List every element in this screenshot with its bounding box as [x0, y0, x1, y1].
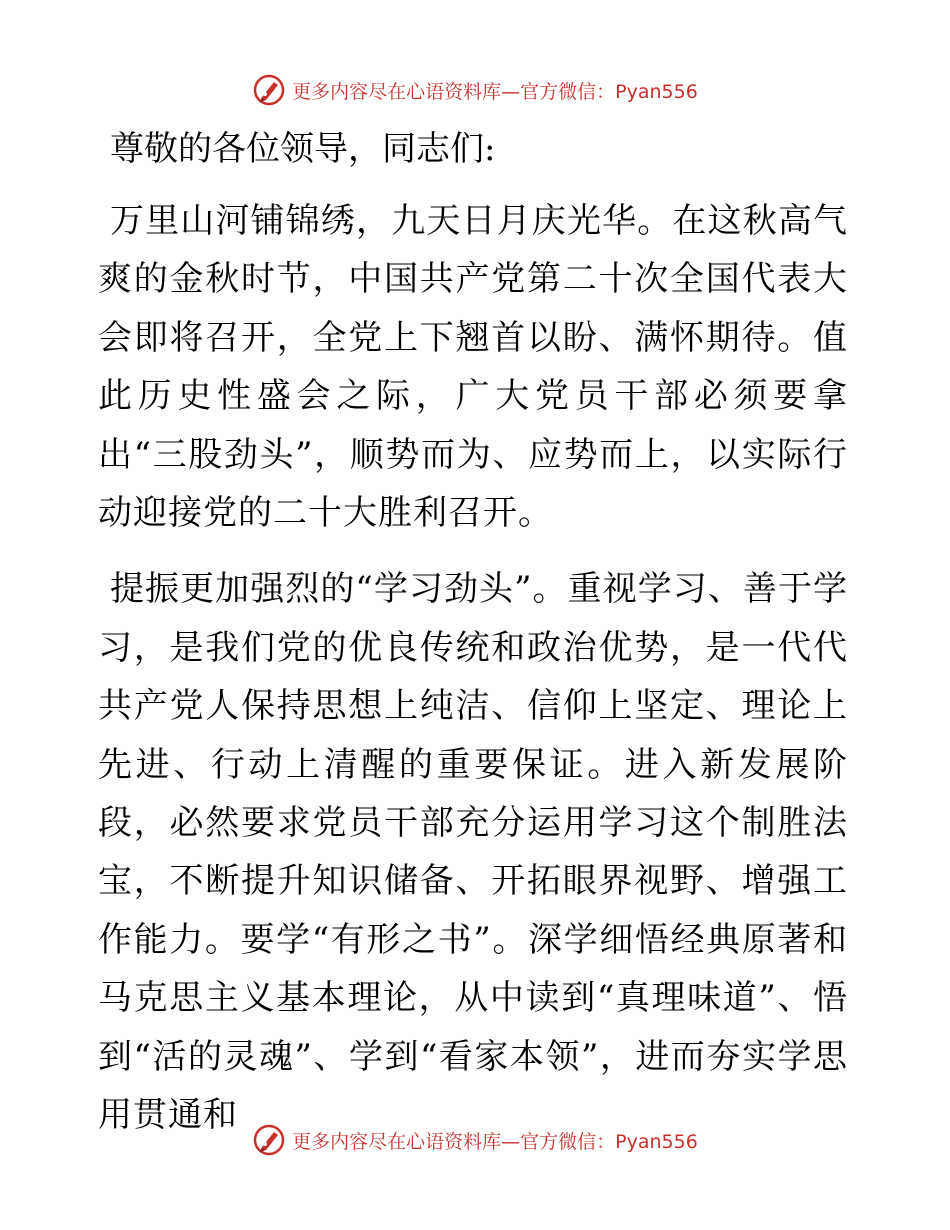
- salutation: 尊敬的各位领导，同志们:: [110, 129, 496, 169]
- pen-logo-icon: [252, 1123, 286, 1157]
- footer-banner-text: 更多内容尽在心语资料库—官方微信：Pyan556: [292, 1130, 698, 1153]
- header-banner-text: 更多内容尽在心语资料库—官方微信：Pyan556: [292, 80, 698, 103]
- paragraph-1: 万里山河铺锦绣，九天日月庆光华。在这秋高气爽的金秋时节，中国共产党第二十次全国代表大会即将召开，全党上下翘首以盼、满怀期待。值此历史性盛会之际，广大党员干部必须要拿出“三股劲头”，顺势而为、应势而上，以实际行动迎接党的二十大胜利召开。: [98, 201, 848, 534]
- paragraph-2: 提振更加强烈的“学习劲头”。重视学习、善于学习，是我们党的优良传统和政治优势，是一代代共产党人保持思想上纯洁、信仰上坚定、理论上先进、行动上清醒的重要保证。进入新发展阶段，必然要求党员干部充分运用学习这个制胜法宝，不断提升知识储备、开拓眼界视野、增强工作能力。要学“有形之书”。深学细悟经典原著和马克思主义基本理论，从中读到“真理味道”、悟到“活的灵魂”、学到“看家本领”，进而夯实学思用贯通和: [98, 569, 848, 1136]
- pen-logo-icon: [252, 73, 286, 107]
- document-body: [98, 120, 848, 1163]
- header-banner: [0, 70, 950, 110]
- footer-banner: [0, 1120, 950, 1160]
